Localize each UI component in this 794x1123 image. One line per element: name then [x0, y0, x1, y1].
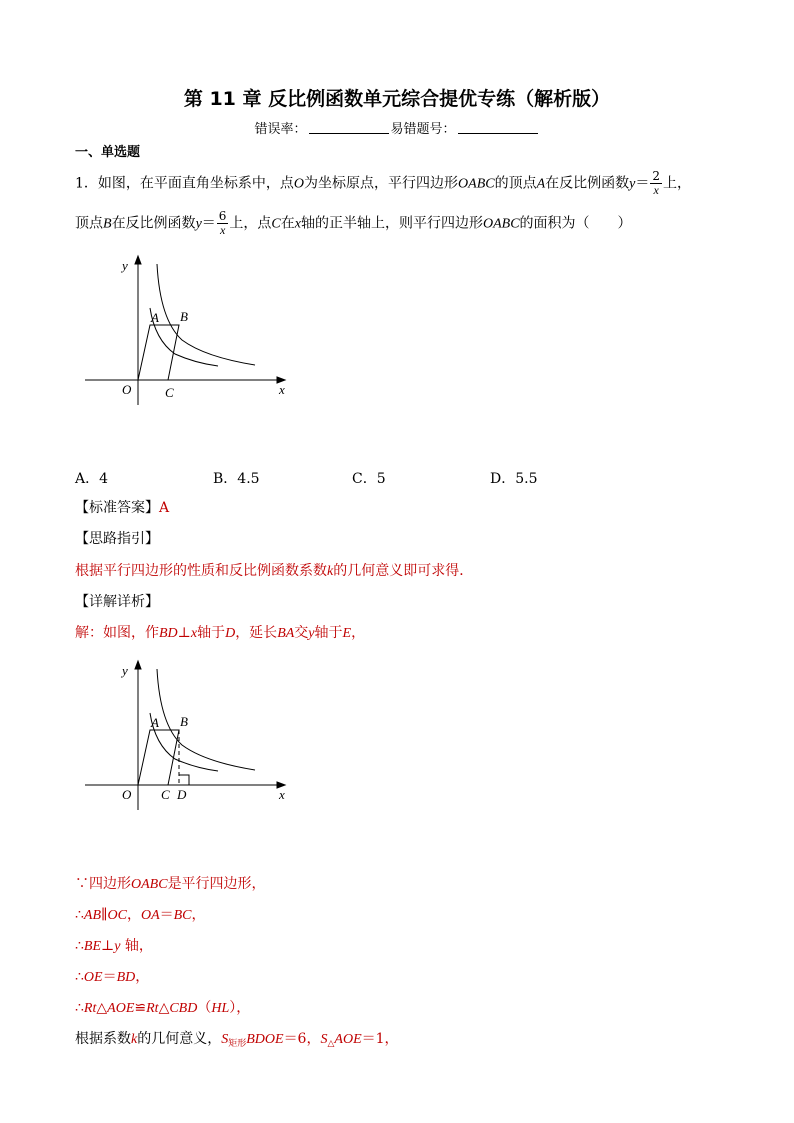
figure-1: [80, 250, 300, 410]
curve-y-6-over-x: [157, 669, 255, 770]
var-x: x: [294, 216, 301, 232]
rt-label: Rt: [146, 1001, 159, 1016]
fraction-numerator: 6: [218, 209, 227, 223]
y-axis-arrow: [135, 661, 141, 669]
var-o: O: [293, 176, 305, 192]
var-b: B: [103, 216, 112, 232]
step-text: 根据系数: [75, 1031, 131, 1047]
step-text: ，: [126, 907, 141, 923]
hint-text-b: 的几何意义即可求得．: [333, 563, 474, 579]
congruent-symbol: ≌: [134, 1000, 147, 1016]
fraction-6-over-x: [217, 210, 229, 237]
step-text: ∴: [75, 969, 84, 985]
error-items-label: 易错题号：: [390, 122, 456, 137]
subscript-rectangle: 矩形: [228, 1039, 247, 1049]
var-oabc: OABC: [482, 216, 520, 232]
step-text: ＝6，: [283, 1031, 321, 1047]
y-axis-arrow: [135, 256, 141, 264]
step-2: [75, 904, 206, 927]
q-text: 上，: [663, 175, 692, 192]
equals-sign: ＝: [102, 969, 117, 985]
var-bd: BD: [159, 626, 178, 641]
solution-intro: [75, 622, 365, 645]
step-text: ，: [191, 907, 206, 923]
rt-label: Rt: [83, 1001, 97, 1016]
label-y: y: [122, 663, 128, 678]
error-rate-blank: [309, 121, 389, 134]
q-text: 在反比例函数: [545, 175, 630, 192]
var-aoe: AOE: [334, 1032, 362, 1047]
sol-text: ，延长: [235, 625, 278, 641]
var-hl: HL: [211, 1001, 230, 1016]
step-5: [75, 997, 250, 1020]
right-angle-mark: [179, 775, 189, 785]
equals-sign: ＝: [635, 175, 650, 192]
fraction-denominator: x: [653, 183, 659, 197]
hint-label: 【思路指引】: [75, 531, 159, 547]
option-d: D．5.5: [490, 471, 538, 487]
var-y: y: [629, 176, 636, 192]
q-text: 轴的正半轴上，则平行四边形: [300, 215, 483, 232]
var-y: y: [308, 626, 315, 641]
answer-label: 【标准答案】: [75, 500, 159, 516]
var-oe: OE: [83, 970, 103, 985]
step-text: 轴，: [120, 938, 153, 954]
step-3: [75, 935, 153, 958]
step-text: （: [197, 1000, 212, 1016]
question-number: 1．: [75, 175, 98, 192]
fraction-numerator: 2: [652, 169, 661, 183]
label-b: B: [180, 309, 188, 324]
var-bc: BC: [173, 908, 192, 923]
q-text: 的顶点: [494, 175, 537, 192]
step-text: ∴: [75, 907, 84, 923]
label-o: O: [122, 382, 132, 397]
label-y: y: [122, 258, 128, 273]
var-y: y: [114, 939, 121, 954]
step-text: ∴: [75, 938, 84, 954]
label-b: B: [180, 714, 188, 729]
curve-y-6-over-x: [157, 264, 255, 365]
hint-text: [75, 560, 473, 583]
label-a: A: [151, 715, 159, 730]
var-oc: OC: [107, 908, 127, 923]
equals-sign: ＝: [159, 907, 174, 923]
sol-text: ，: [351, 625, 366, 641]
perp-symbol: ⊥: [177, 625, 191, 641]
sol-text: 解：如图，作: [75, 625, 159, 641]
label-d: D: [177, 787, 187, 802]
figure-2: [80, 655, 300, 815]
step-6: [75, 1028, 399, 1055]
var-cbd: CBD: [169, 1001, 198, 1016]
step-text: 是平行四边形，: [167, 876, 266, 892]
hint-text-a: 根据平行四边形的性质和反比例函数系数: [75, 563, 327, 579]
var-d: D: [225, 626, 236, 641]
parallel-symbol: ∥: [101, 907, 108, 923]
page-title: 第 11 章 反比例函数单元综合提优专练（解析版）: [183, 88, 611, 110]
subtitle: [0, 118, 794, 137]
sol-text: 轴于: [314, 625, 343, 641]
sol-text: 轴于: [197, 625, 226, 641]
fraction-denominator: x: [219, 223, 226, 237]
error-items-blank: [458, 121, 538, 134]
sol-text: 交: [294, 625, 309, 641]
step-1: [75, 873, 266, 896]
step-text: ，: [135, 969, 150, 985]
option-c: C．5: [352, 471, 386, 487]
step-4: [75, 966, 149, 989]
triangle-symbol: △: [158, 1000, 170, 1016]
q-text: 在反比例函数: [111, 215, 196, 232]
question-line-2: [75, 210, 632, 237]
q-text: 顶点: [75, 215, 103, 232]
fraction-2-over-x: [650, 170, 662, 197]
var-oabc: OABC: [458, 176, 495, 192]
step-text: ∵四边形: [75, 876, 131, 892]
var-y: y: [195, 216, 202, 232]
var-ab: AB: [83, 908, 102, 923]
var-x: x: [190, 626, 198, 641]
var-s: S: [221, 1032, 229, 1047]
subscript-triangle: △: [327, 1039, 335, 1049]
var-k: k: [327, 564, 334, 579]
equals-sign: ＝: [201, 215, 216, 232]
error-rate-label: 错误率：: [254, 122, 307, 137]
var-bd: BD: [116, 970, 136, 985]
section-heading: 一、单选题: [75, 145, 141, 160]
var-k: k: [131, 1032, 138, 1047]
q-text: 为坐标原点，平行四边形: [304, 175, 459, 192]
answer-value: A: [159, 500, 170, 516]
step-text: ∴: [75, 1000, 84, 1016]
detail-label: 【详解详析】: [75, 594, 159, 610]
step-text: 的几何意义，: [137, 1031, 222, 1047]
label-c: C: [165, 385, 174, 400]
step-text: ＝1，: [361, 1031, 399, 1047]
perp-symbol: ⊥: [101, 938, 115, 954]
var-ba: BA: [277, 626, 295, 641]
triangle-symbol: △: [96, 1000, 108, 1016]
var-a: A: [536, 176, 546, 192]
var-c: C: [271, 216, 281, 232]
var-oabc: OABC: [131, 877, 168, 892]
label-o: O: [122, 787, 132, 802]
var-be: BE: [83, 939, 102, 954]
option-b: B．4.5: [213, 471, 260, 487]
q-text: 在: [280, 215, 295, 232]
q-text: 的面积为（ ）: [519, 215, 632, 232]
label-a: A: [151, 310, 159, 325]
var-aoe: AOE: [107, 1001, 135, 1016]
label-x: x: [279, 382, 285, 397]
var-oa: OA: [140, 908, 160, 923]
var-bdoe: BDOE: [246, 1032, 284, 1047]
var-e: E: [342, 626, 352, 641]
label-x: x: [279, 787, 285, 802]
option-a: A．4: [75, 471, 109, 487]
label-c: C: [161, 787, 170, 802]
question-line-1: [75, 170, 691, 197]
answer-line: [75, 497, 169, 519]
q-text: 上，点: [229, 215, 272, 232]
q-text: 如图，在平面直角坐标系中，点: [97, 175, 294, 192]
var-s: S: [320, 1032, 328, 1047]
step-text: ），: [229, 1000, 251, 1016]
